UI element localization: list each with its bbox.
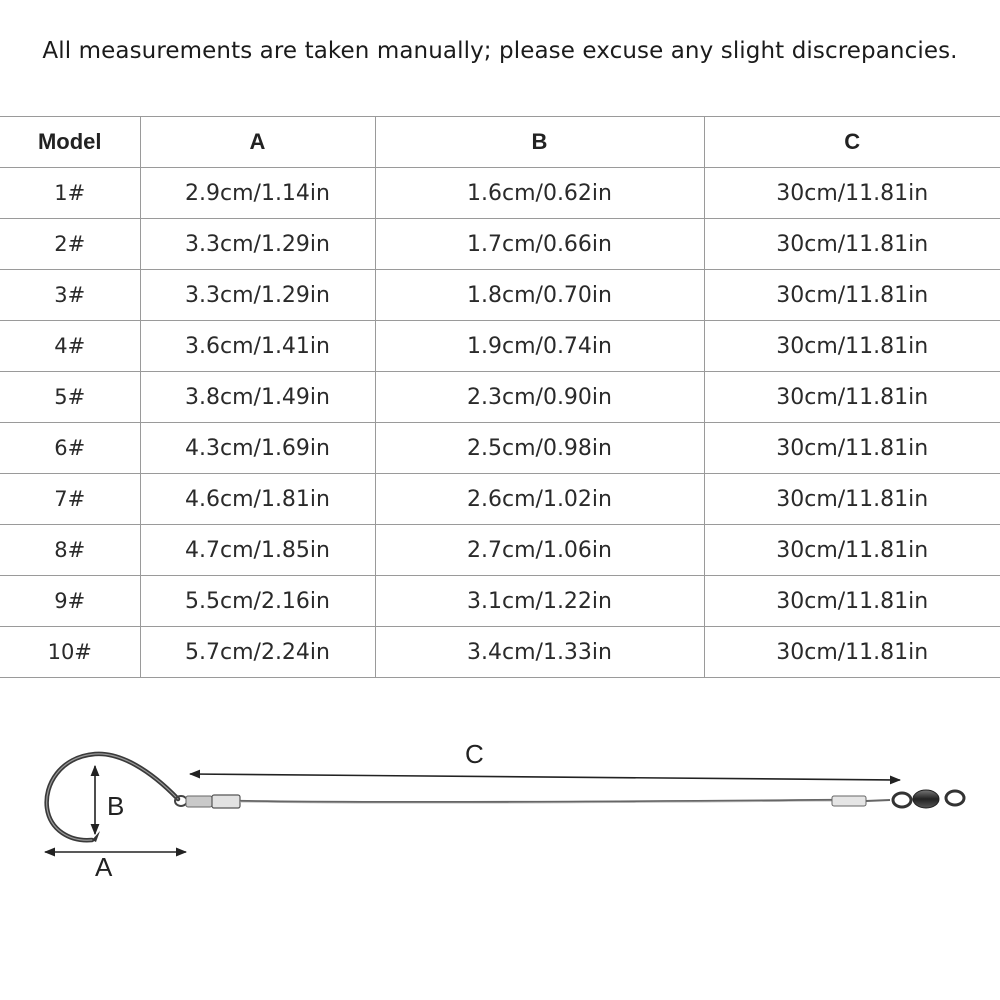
a-cell: 4.6cm/1.81in (140, 474, 375, 525)
a-cell: 3.3cm/1.29in (140, 219, 375, 270)
crimp-sleeve-icon (186, 795, 240, 808)
a-cell: 2.9cm/1.14in (140, 168, 375, 219)
a-cell: 5.7cm/2.24in (140, 627, 375, 678)
dimension-c-arrow (190, 774, 900, 780)
measurement-note: All measurements are taken manually; please excuse any slight discrepancies. (42, 38, 958, 64)
table-row (0, 423, 1000, 474)
model-cell: 4# (0, 321, 140, 372)
table-row (0, 474, 1000, 525)
leader-wire (240, 800, 835, 803)
c-cell: 30cm/11.81in (704, 270, 1000, 321)
c-cell: 30cm/11.81in (704, 423, 1000, 474)
c-cell: 30cm/11.81in (704, 321, 1000, 372)
table-row (0, 270, 1000, 321)
b-cell: 1.7cm/0.66in (375, 219, 704, 270)
c-cell: 30cm/11.81in (704, 627, 1000, 678)
header-a: A (140, 117, 375, 168)
dimension-c-label: C (465, 739, 484, 769)
c-cell: 30cm/11.81in (704, 372, 1000, 423)
a-cell: 3.8cm/1.49in (140, 372, 375, 423)
dimension-b-label: B (107, 791, 125, 821)
b-cell: 1.6cm/0.62in (375, 168, 704, 219)
table-row (0, 627, 1000, 678)
a-cell: 5.5cm/2.16in (140, 576, 375, 627)
table-row (0, 321, 1000, 372)
table-row (0, 168, 1000, 219)
b-cell: 3.4cm/1.33in (375, 627, 704, 678)
model-cell: 2# (0, 219, 140, 270)
model-cell: 1# (0, 168, 140, 219)
c-cell: 30cm/11.81in (704, 168, 1000, 219)
model-cell: 3# (0, 270, 140, 321)
b-cell: 2.7cm/1.06in (375, 525, 704, 576)
b-cell: 2.5cm/0.98in (375, 423, 704, 474)
hook-diagram (0, 730, 1000, 890)
a-cell: 3.3cm/1.29in (140, 270, 375, 321)
table-row (0, 576, 1000, 627)
dimension-a-label: A (95, 852, 113, 882)
b-cell: 1.8cm/0.70in (375, 270, 704, 321)
c-cell: 30cm/11.81in (704, 525, 1000, 576)
model-cell: 10# (0, 627, 140, 678)
c-cell: 30cm/11.81in (704, 576, 1000, 627)
b-cell: 2.6cm/1.02in (375, 474, 704, 525)
a-cell: 4.7cm/1.85in (140, 525, 375, 576)
c-cell: 30cm/11.81in (704, 219, 1000, 270)
b-cell: 3.1cm/1.22in (375, 576, 704, 627)
barrel-swivel-icon (893, 790, 964, 808)
a-cell: 4.3cm/1.69in (140, 423, 375, 474)
table-row (0, 219, 1000, 270)
table-header-row (0, 117, 1000, 168)
header-b: B (375, 117, 704, 168)
table-body (0, 168, 1000, 678)
model-cell: 8# (0, 525, 140, 576)
table-row (0, 372, 1000, 423)
b-cell: 1.9cm/0.74in (375, 321, 704, 372)
model-cell: 7# (0, 474, 140, 525)
a-cell: 3.6cm/1.41in (140, 321, 375, 372)
b-cell: 2.3cm/0.90in (375, 372, 704, 423)
model-cell: 9# (0, 576, 140, 627)
size-table (0, 116, 1000, 678)
model-cell: 5# (0, 372, 140, 423)
far-sleeve-icon (832, 796, 890, 806)
model-cell: 6# (0, 423, 140, 474)
header-c: C (704, 117, 1000, 168)
c-cell: 30cm/11.81in (704, 474, 1000, 525)
table-row (0, 525, 1000, 576)
header-model: Model (0, 117, 140, 168)
